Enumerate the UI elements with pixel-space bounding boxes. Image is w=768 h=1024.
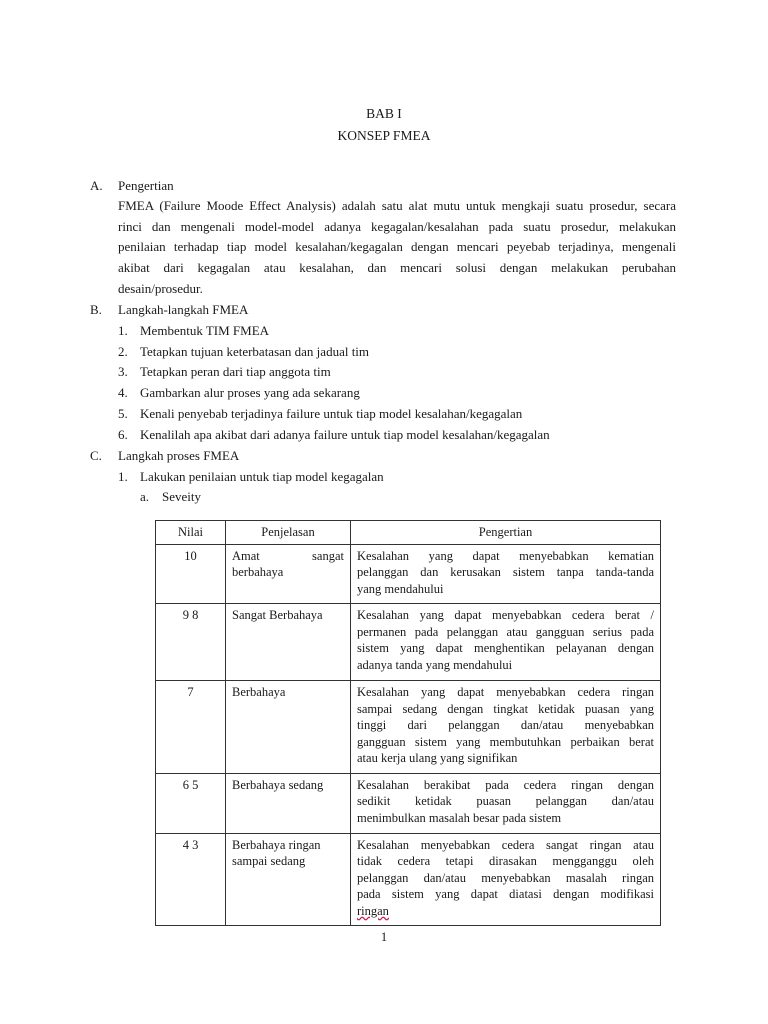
list-item: Gambarkan alur proses yang ada sekarang [140,385,360,400]
pengertian-cell [351,604,661,681]
pengertian-line: Kesalahan yang dapat menyebabkan kematian [357,548,654,563]
list-item: Tetapkan tujuan keterbatasan dan jadual tim [140,344,370,359]
penjelasan-line: Berbahaya sedang [232,777,324,792]
nilai-cell [156,833,226,926]
pengertian-line: yang mendahului [357,581,444,596]
pengertian-line: pelanggan dan/atau menyebabkan masalah ringan [357,870,654,885]
list-number: 1. [118,323,128,338]
paragraph-line: rinci dan mengenali model-model adanya kegagalan/kesalahan pada suatu prosedur, melakukan [118,218,676,234]
nilai-cell [156,681,226,774]
list-number: 3. [118,364,128,379]
nilai-cell [156,544,226,604]
nilai-value: 8 [192,608,199,622]
list-item: Kenali penyebab terjadinya failure untuk tiap model kesalahan/kegagalan [140,406,523,421]
pengertian-line: sampai sedang dengan tingkat ketidak puasan yang [357,701,654,716]
pengertian-line: adanya tanda yang mendahului [357,657,513,672]
penjelasan-line: berbahaya [232,565,284,579]
table-row [156,604,661,681]
penjelasan-line: Berbahaya [232,685,286,699]
paragraph-line: akibat dari kegagalan atau kesalahan, dan mencari solusi dengan melakukan perubahan [118,260,676,276]
list-number: 5. [118,406,128,421]
list-item: Kenalilah apa akibat dari adanya failure untuk tiap model kesalahan/kegagalan [140,427,550,442]
sub-list-letter: a. [140,489,150,504]
paragraph-line: desain/prosedur. [118,280,203,296]
nilai-value: 9 [182,608,189,622]
section-a-paragraph [118,196,676,299]
table-row [156,833,661,926]
penjelasan-cell [226,681,351,774]
penjelasan-line: Berbahaya ringan [232,837,321,852]
pengertian-cell [351,544,661,604]
nilai-value: 5 [192,777,199,792]
header-nilai: Nilai [156,521,226,545]
nilai-value: 6 [182,777,189,792]
pengertian-line: atau kerja ulang yang signifikan [357,751,518,765]
nilai-value: 7 [187,685,194,699]
pengertian-line: Kesalahan berakibat pada cedera ringan dengan [357,777,654,792]
section-b-title: Langkah-langkah FMEA [118,302,249,317]
table-row [156,681,661,774]
section-a-title: Pengertian [118,178,174,193]
nilai-cell [156,604,226,681]
pengertian-cell [351,773,661,833]
pengertian-line: Kesalahan yang dapat menyebabkan cedera berat / [357,608,654,622]
list-number: 4. [118,385,128,400]
header-pengertian: Pengertian [351,521,661,545]
list-number: 6. [118,427,128,442]
table-row [156,544,661,604]
pengertian-line: pelanggan dan kerusakan sistem tanpa tanda-tanda [357,565,654,579]
sub-list-item: Seveity [162,489,201,504]
section-c-title: Langkah proses FMEA [118,448,240,463]
pengertian-cell [351,833,661,926]
pengertian-line: tinggi dari pelanggan dan/atau menyebabkan [357,718,654,732]
page-number: 1 [380,930,388,944]
pengertian-line: menimbulkan masalah besar pada sistem [357,810,562,825]
penjelasan-line: Amat sangat [232,548,344,563]
paragraph-line: FMEA (Failure Moode Effect Analysis) adalah satu alat mutu untuk mengkaji suatu prosedur, secara [118,198,676,213]
pengertian-line: sedikit ketidak puasan pelanggan dan/atau [357,794,654,808]
pengertian-line: sistem yang dapat menghentikan pelayanan dengan [357,641,654,655]
table-row [156,773,661,833]
pengertian-line: tidak cedera tetapi dirasakan mengganggu oleh [357,854,654,868]
severity-table [155,520,661,926]
paragraph-line: penilaian terhadap tiap model kesalahan/kegagalan dengan mencari peyebab terjadinya, mengenali [118,239,676,255]
pengertian-line: gangguan sistem yang membutuhkan perbaikan berat [357,734,654,749]
list-number: 1. [118,469,128,484]
section-a-letter: A. [90,178,103,193]
list-item: Lakukan penilaian untuk tiap model kegagalan [140,469,384,484]
pengertian-line: Kesalahan menyebabkan cedera sangat ringan atau [357,837,654,852]
list-item: Membentuk TIM FMEA [140,323,270,338]
pengertian-line: permanen pada pelanggan atau gangguan serius pada [357,624,654,639]
penjelasan-cell [226,833,351,926]
nilai-value: 3 [192,837,199,852]
penjelasan-cell [226,544,351,604]
section-b-letter: B. [90,302,102,317]
penjelasan-cell [226,773,351,833]
chapter-label: BAB I [366,106,402,121]
table-header-row [156,521,661,545]
penjelasan-line: Sangat Berbahaya [232,608,323,622]
pengertian-line: pada sistem yang dapat diatasi dengan modifikasi [357,887,654,901]
nilai-value: 10 [184,548,197,563]
penjelasan-cell [226,604,351,681]
pengertian-line: Kesalahan yang dapat menyebabkan cedera ringan [357,685,654,699]
list-item: Tetapkan peran dari tiap anggota tim [140,364,331,379]
nilai-value: 4 [182,837,189,852]
section-c-letter: C. [90,448,102,463]
list-number: 2. [118,344,128,359]
penjelasan-line: sampai sedang [232,854,306,868]
header-penjelasan: Penjelasan [226,521,351,545]
pengertian-cell [351,681,661,774]
nilai-cell [156,773,226,833]
chapter-title: KONSEP FMEA [337,128,431,143]
pengertian-line: ringan [357,903,389,918]
